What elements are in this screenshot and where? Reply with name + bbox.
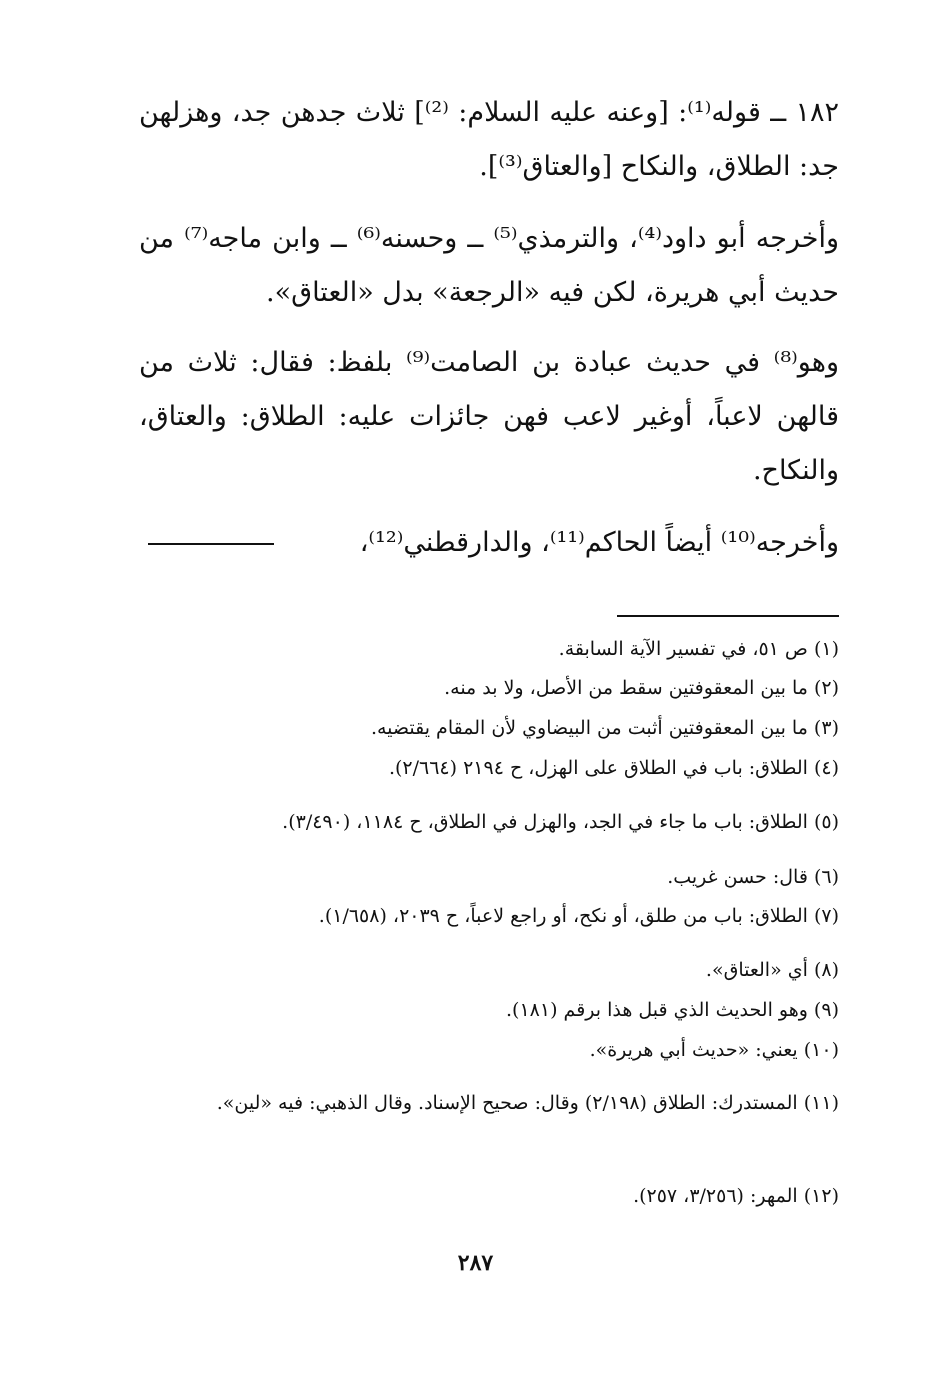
footnote-separator [617, 615, 839, 617]
footnote-8: (٨) أي «العتاق». [705, 959, 839, 981]
footnote-7: (٧) الطلاق: باب من طلق، أو نكح، أو راجع لاعباً، ح ٢٠٣٩، (١/٦٥٨). [318, 905, 839, 927]
footnote-10: (١٠) يعني: «حديث أبي هريرة». [589, 1039, 839, 1061]
variant-paragraph: وهو⁽⁸⁾ في حديث عبادة بن الصامت⁽⁹⁾ بلفظ: فقال: ثلاث من قالهن لاعباً، أوغير لاعب فهن جائزات عليه: الطلاق: والعتاق، والنكاح. [139, 347, 839, 486]
footnote-1: (١) ص ٥١، في تفسير الآية السابقة. [558, 638, 839, 660]
takhrij-paragraph: وأخرجه أبو داود⁽⁴⁾، والترمذي⁽⁵⁾ ــ وحسنه⁽⁶⁾ ــ وابن ماجه⁽⁷⁾ من حديث أبي هريرة، لكن فيه «الرجعة» بدل «العتاق». [139, 223, 840, 308]
footnote-12: (١٢) المهر: (٣/٢٥٦، ٢٥٧). [633, 1185, 839, 1207]
page-number: ٢٨٧ [457, 1250, 494, 1276]
footnote-3: (٣) ما بين المعقوفتين أثبت من البيضاوي لأن المقام يقتضيه. [370, 717, 839, 739]
continuation-paragraph: وأخرجه⁽¹⁰⁾ أيضاً الحاكم⁽¹¹⁾، والدارقطني⁽¹²⁾، [359, 527, 839, 558]
footnote-6: (٦) قال: حسن غريب. [667, 866, 839, 888]
trailing-rule [148, 543, 274, 545]
hadith-paragraph: ١٨٢ ــ قوله⁽¹⁾: [وعنه عليه السلام: ⁽²⁾] ثلاث جدهن جد، وهزلهن جد: الطلاق، والنكاح [والعتاق⁽³⁾]. [139, 97, 840, 182]
footnote-5: (٥) الطلاق: باب ما جاء في الجد، والهزل في الطلاق، ح ١١٨٤، (٣/٤٩٠). [282, 811, 839, 833]
footnote-9: (٩) وهو الحديث الذي قبل هذا برقم (١٨١). [506, 999, 839, 1021]
footnote-4: (٤) الطلاق: باب في الطلاق على الهزل، ح ٢١٩٤ (٢/٦٦٤). [388, 757, 839, 779]
footnote-11: (١١) المستدرك: الطلاق (٢/١٩٨) وقال: صحيح الإسناد. وقال الذهبي: فيه «لين». [216, 1092, 839, 1114]
footnote-2: (٢) ما بين المعقوفتين سقط من الأصل، ولا بد منه. [444, 677, 839, 699]
